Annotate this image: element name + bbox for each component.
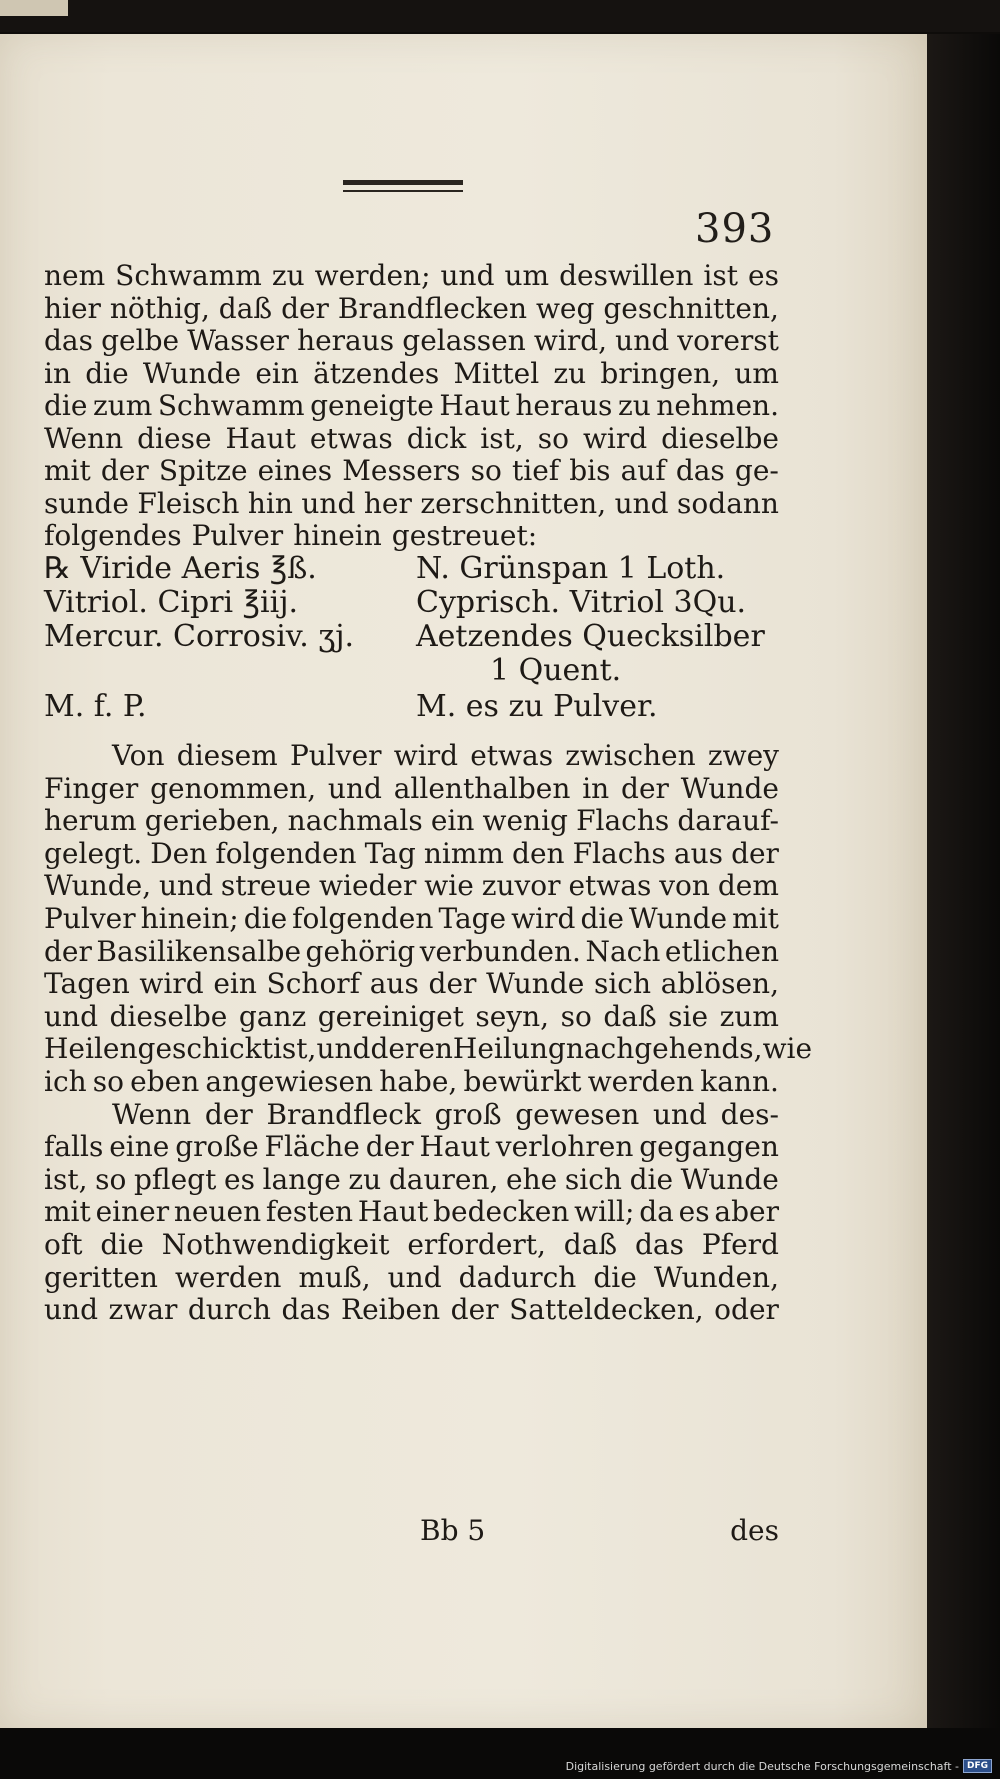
word: ist xyxy=(703,259,738,292)
word: der xyxy=(450,1293,499,1327)
word: folgendes xyxy=(44,519,182,552)
book-page xyxy=(0,34,927,1728)
text-line xyxy=(44,967,779,1003)
word: gereiniget xyxy=(317,999,464,1033)
word: Pulver xyxy=(191,519,284,552)
credit-text: Digitalisierung gefördert durch die Deutsche Forschungsgemeinschaft - xyxy=(565,1759,959,1773)
word: nachmals xyxy=(287,804,423,838)
word: Haut xyxy=(419,1130,490,1164)
word: das xyxy=(44,324,93,357)
word: aus xyxy=(673,836,723,870)
word: ablösen, xyxy=(660,967,779,1001)
word: Wenn xyxy=(44,421,124,455)
word: wie xyxy=(762,1032,813,1066)
scan-footer xyxy=(0,1728,1000,1779)
word: Fleisch xyxy=(137,486,240,520)
word: Wunden, xyxy=(653,1260,779,1294)
word: Haut xyxy=(357,1195,429,1229)
word: der xyxy=(281,291,329,325)
word: und xyxy=(615,324,670,357)
word: Flachs xyxy=(572,836,666,870)
signature-mark: Bb 5 xyxy=(420,1514,486,1547)
word: um xyxy=(734,356,779,390)
word: folgenden xyxy=(292,902,434,935)
word: wenig xyxy=(482,804,568,838)
word: wie xyxy=(424,869,474,903)
word: wird xyxy=(139,967,204,1001)
word: geneigte xyxy=(310,389,434,422)
text-line xyxy=(44,1130,779,1166)
word: der xyxy=(621,771,669,805)
text-line xyxy=(44,1195,779,1231)
word: aber xyxy=(714,1195,779,1229)
text-line xyxy=(44,772,779,808)
word: Wunde xyxy=(628,902,728,935)
word: deren xyxy=(370,1032,453,1066)
word: ganz xyxy=(238,999,307,1033)
word: her xyxy=(363,486,412,520)
text-line xyxy=(44,519,779,555)
word: das xyxy=(281,1293,331,1327)
word: weg xyxy=(535,291,595,325)
recipe-german: Aetzendes Quecksilber xyxy=(416,619,765,654)
word: Flachs xyxy=(576,804,670,838)
word: zu xyxy=(553,356,587,390)
word: Wunde xyxy=(486,967,585,1001)
word: der xyxy=(100,454,149,487)
word: Den xyxy=(150,836,208,870)
word: die xyxy=(243,902,288,935)
word: pflegt xyxy=(134,1162,217,1196)
word: es xyxy=(224,1162,255,1196)
word: will; xyxy=(574,1195,635,1229)
word: gerieben, xyxy=(144,804,280,838)
word: dauren, xyxy=(388,1162,499,1196)
word: oft xyxy=(44,1228,83,1261)
word: mit xyxy=(44,454,91,487)
word: erfordert, xyxy=(407,1228,546,1261)
word: so xyxy=(560,999,592,1033)
word: heraus xyxy=(297,324,395,357)
word: heraus xyxy=(515,389,613,422)
word: Basilikensalbe xyxy=(96,934,302,968)
word: ist, xyxy=(272,1032,317,1066)
word: die xyxy=(580,902,624,935)
word: nimm xyxy=(423,836,504,870)
word: der xyxy=(204,1097,253,1131)
word: Tagen xyxy=(44,967,130,1001)
word: ehe xyxy=(506,1162,558,1196)
word: nachgehends, xyxy=(565,1032,763,1066)
text-line xyxy=(44,1032,813,1068)
text-line xyxy=(44,1228,779,1264)
word: ist, xyxy=(480,421,524,455)
word: gelegt. xyxy=(44,836,143,870)
word: werden; xyxy=(314,259,431,292)
scan-right-border xyxy=(927,34,1000,1728)
text-line xyxy=(44,1000,779,1036)
word: nehmen. xyxy=(656,389,779,422)
text-line xyxy=(44,804,779,840)
word: neuen xyxy=(173,1195,262,1229)
word: von xyxy=(659,869,710,903)
word: und xyxy=(387,1260,442,1294)
text-line xyxy=(44,869,779,905)
recipe-german: Cyprisch. Vitriol 3Qu. xyxy=(416,585,747,620)
word: und xyxy=(44,1293,98,1327)
word: die xyxy=(44,389,88,422)
word: in xyxy=(44,356,71,390)
word: große xyxy=(175,1130,259,1164)
word: genommen, xyxy=(150,771,317,805)
word: sie xyxy=(668,999,709,1033)
word: den xyxy=(512,836,565,870)
recipe-german: 1 Quent. xyxy=(490,653,622,688)
word: wieder xyxy=(319,869,417,903)
text-line xyxy=(44,1261,779,1297)
word: Wunde xyxy=(680,1162,779,1196)
word: gelassen xyxy=(402,324,526,357)
word: dieselbe xyxy=(661,421,779,455)
word: falls xyxy=(44,1130,104,1164)
word: so xyxy=(92,1065,125,1098)
word: wird, xyxy=(533,324,608,357)
text-line xyxy=(112,1098,779,1134)
word: eben xyxy=(130,1065,200,1098)
word: zu xyxy=(617,389,651,422)
word: ätzendes xyxy=(313,356,440,390)
word: festen xyxy=(265,1195,354,1229)
word: muß, xyxy=(298,1260,371,1294)
word: Pulver xyxy=(44,902,136,935)
word: Wunde xyxy=(680,771,779,805)
word: das xyxy=(635,1228,684,1261)
text-line xyxy=(44,1163,779,1199)
word: darauf- xyxy=(677,804,779,838)
word: mit xyxy=(732,902,779,935)
word: allenthalben xyxy=(393,771,571,805)
word: Wunde xyxy=(142,356,242,390)
word: verbunden. xyxy=(419,934,581,968)
word: gelbe xyxy=(101,324,180,357)
word: nem xyxy=(44,259,106,292)
word: gegangen xyxy=(639,1130,779,1164)
word: vorerst xyxy=(677,324,779,357)
word: sich xyxy=(564,1162,622,1196)
word: groß xyxy=(434,1097,502,1131)
word: gestreuet: xyxy=(391,519,538,552)
word: in xyxy=(582,771,610,805)
text-line xyxy=(44,837,779,873)
word: zum xyxy=(719,999,779,1033)
word: kann. xyxy=(700,1065,779,1098)
word: Pulver xyxy=(289,739,382,772)
word: und xyxy=(614,486,669,520)
word: der xyxy=(365,1130,414,1164)
word: daß xyxy=(563,1228,618,1261)
word: diese xyxy=(137,421,212,455)
word: etwas xyxy=(470,739,554,772)
word: zwischen xyxy=(565,739,696,772)
word: Messers xyxy=(342,454,461,487)
text-line xyxy=(44,1293,779,1329)
word: ein xyxy=(430,804,475,838)
word: etwas xyxy=(309,421,393,455)
header-rule-thin xyxy=(343,190,463,192)
word: so xyxy=(470,454,502,487)
text-line xyxy=(44,357,779,393)
word: hin xyxy=(247,486,293,520)
word: bewürkt xyxy=(463,1065,582,1098)
text-line xyxy=(44,292,779,328)
word: eine xyxy=(109,1130,170,1164)
word: bis xyxy=(569,454,611,487)
word: die xyxy=(85,356,129,390)
word: Schwamm xyxy=(157,389,305,422)
text-line xyxy=(44,902,779,938)
word: das xyxy=(675,454,725,487)
text-line xyxy=(44,389,779,425)
word: etwas xyxy=(568,869,652,903)
word: und xyxy=(159,869,214,903)
word: aus xyxy=(369,967,419,1001)
word: seyn, xyxy=(475,999,550,1033)
word: mit xyxy=(44,1195,91,1229)
word: ein xyxy=(255,356,299,390)
recipe-german: M. es zu Pulver. xyxy=(416,689,658,724)
word: folgenden xyxy=(215,836,357,870)
digitization-credit xyxy=(566,1759,992,1773)
word: geritten xyxy=(44,1260,158,1294)
word: Tag xyxy=(364,836,416,870)
word: und xyxy=(301,486,356,520)
page-footer-line xyxy=(44,1514,779,1554)
word: Brandflecken xyxy=(337,291,527,325)
scan-top-border xyxy=(0,0,1000,32)
word: der xyxy=(428,967,477,1001)
word: die xyxy=(593,1260,637,1294)
word: Schwamm xyxy=(115,259,262,292)
word: Spitze xyxy=(158,454,248,487)
word: daß xyxy=(603,999,657,1033)
word: Wasser xyxy=(187,324,289,357)
word: des- xyxy=(720,1097,779,1131)
word: wird xyxy=(393,739,458,772)
word: der xyxy=(44,934,92,968)
word: etlichen xyxy=(664,934,779,968)
recipe-latin: Mercur. Corrosiv. ʒj. xyxy=(44,619,355,654)
word: ein xyxy=(213,967,257,1001)
word: werden xyxy=(174,1260,282,1294)
word: Nothwendigkeit xyxy=(161,1228,390,1261)
word: und xyxy=(652,1097,707,1131)
word: oder xyxy=(714,1293,779,1327)
word: da xyxy=(639,1195,674,1229)
word: hier xyxy=(44,291,101,325)
word: bringen, xyxy=(600,356,721,390)
word: auf xyxy=(620,454,666,487)
word: Pferd xyxy=(701,1228,779,1261)
word: dieselbe xyxy=(109,999,228,1033)
word: zum xyxy=(92,389,153,422)
word: es xyxy=(678,1195,710,1229)
word: gehörig xyxy=(305,934,416,968)
word: Von xyxy=(112,739,165,772)
text-line xyxy=(44,324,779,360)
word: und xyxy=(440,259,495,292)
word: es xyxy=(748,259,779,292)
word: Mittel xyxy=(453,356,540,390)
dfg-logo-icon: DFG xyxy=(963,1759,992,1773)
word: die xyxy=(629,1162,674,1196)
recipe-latin: Vitriol. Cipri ℥iij. xyxy=(44,585,299,620)
word: Schorf xyxy=(266,967,361,1001)
word: deswillen xyxy=(559,259,694,292)
word: lange xyxy=(262,1162,341,1196)
word: durch xyxy=(187,1293,271,1327)
recipe-latin: M. f. P. xyxy=(44,689,147,724)
word: geschnitten, xyxy=(603,291,779,325)
word: Finger xyxy=(44,771,139,805)
word: gewesen xyxy=(515,1097,640,1131)
word: und xyxy=(327,771,382,805)
text-line xyxy=(44,935,779,971)
word: Wenn xyxy=(112,1097,192,1131)
text-line xyxy=(44,422,779,458)
recipe-german: N. Grünspan 1 Loth. xyxy=(416,551,726,586)
word: Tage xyxy=(438,902,507,935)
word: dadurch xyxy=(458,1260,577,1294)
word: dick xyxy=(406,421,467,455)
text-line xyxy=(44,1065,779,1101)
word: herum xyxy=(44,804,137,838)
word: wird xyxy=(511,902,576,935)
word: so xyxy=(537,421,569,455)
word: ich xyxy=(44,1065,87,1098)
recipe-latin: ℞ Viride Aeris ℥ß. xyxy=(44,551,317,586)
header-rule-thick xyxy=(343,180,463,185)
text-line xyxy=(44,259,779,295)
word: und xyxy=(316,1032,371,1066)
text-line xyxy=(44,487,779,523)
word: dem xyxy=(717,869,779,903)
page-number: 393 xyxy=(695,206,775,252)
word: zwey xyxy=(707,739,779,772)
word: sich xyxy=(593,967,652,1001)
text-line xyxy=(112,739,779,775)
word: Heilung xyxy=(452,1032,566,1066)
word: so xyxy=(95,1162,127,1196)
word: einer xyxy=(95,1195,170,1229)
word: bedecken xyxy=(433,1195,570,1229)
word: hinein xyxy=(293,519,382,552)
word: ge- xyxy=(734,454,779,487)
word: hinein; xyxy=(140,902,239,935)
word: ist, xyxy=(44,1162,88,1196)
word: Heilen xyxy=(44,1032,138,1066)
word: verlohren xyxy=(495,1130,634,1164)
recipe-row xyxy=(44,689,779,729)
word: streue xyxy=(220,869,312,903)
word: habe, xyxy=(379,1065,458,1098)
word: tief xyxy=(512,454,560,487)
word: zu xyxy=(271,259,305,292)
word: zuvor xyxy=(481,869,561,903)
word: sunde xyxy=(44,486,129,520)
recipe-row xyxy=(44,653,779,693)
word: Wunde, xyxy=(44,869,152,903)
word: zu xyxy=(348,1162,382,1196)
word: Haut xyxy=(225,421,296,455)
text-line xyxy=(44,454,779,490)
word: zerschnitten, xyxy=(420,486,607,520)
word: zwar xyxy=(108,1293,178,1327)
word: Reiben xyxy=(340,1293,441,1327)
word: geschickt xyxy=(137,1032,273,1066)
word: angewiesen xyxy=(205,1065,374,1098)
word: diesem xyxy=(176,739,278,772)
word: um xyxy=(504,259,550,292)
word: Nach xyxy=(585,934,661,968)
word: sodann xyxy=(677,486,779,520)
word: der xyxy=(731,836,779,870)
word: werden xyxy=(587,1065,695,1098)
word: Fläche xyxy=(264,1130,360,1164)
word: Haut xyxy=(439,389,510,422)
word: nöthig, xyxy=(109,291,210,325)
word: die xyxy=(100,1228,144,1261)
word: Brandfleck xyxy=(266,1097,421,1131)
catchword: des xyxy=(730,1514,779,1547)
word: eines xyxy=(257,454,333,487)
word: daß xyxy=(218,291,273,325)
word: Satteldecken, xyxy=(509,1293,704,1327)
word: und xyxy=(44,999,98,1033)
previous-page-edge xyxy=(0,0,68,16)
word: wird xyxy=(582,421,648,455)
